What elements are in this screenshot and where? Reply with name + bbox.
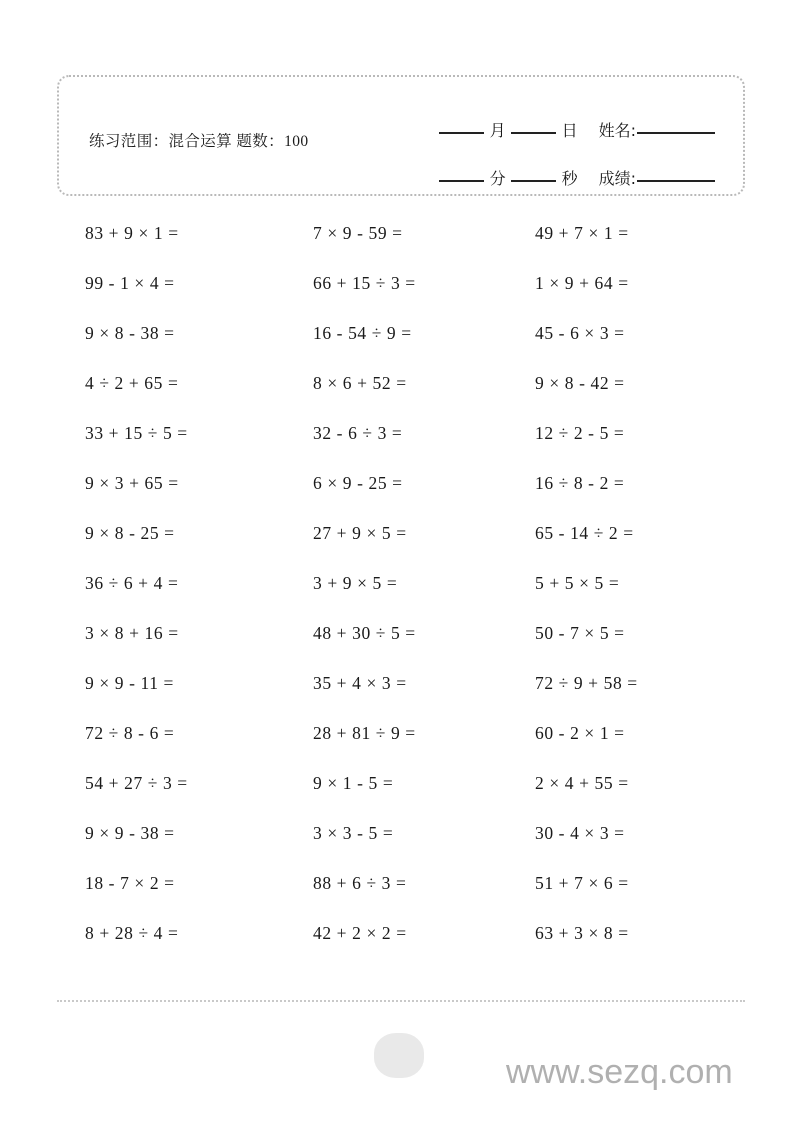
name-label: 姓名: <box>598 121 636 140</box>
footer-divider <box>57 1000 745 1002</box>
problem-cell: 2 × 4 + 55 = <box>535 772 629 793</box>
problem-grid <box>0 208 800 958</box>
problem-cell: 1 × 9 + 64 = <box>535 272 629 293</box>
score-blank[interactable] <box>637 180 715 182</box>
site-watermark: www.sezq.com <box>506 1053 733 1091</box>
problem-row <box>0 558 800 608</box>
problem-cell: 9 × 8 - 38 = <box>85 322 175 343</box>
worksheet-header-box <box>57 75 745 196</box>
problem-cell: 54 + 27 ÷ 3 = <box>85 772 188 793</box>
minute-label: 分 <box>489 169 506 188</box>
problem-row <box>0 858 800 908</box>
problem-cell: 30 - 4 × 3 = <box>535 822 625 843</box>
problem-cell: 99 - 1 × 4 = <box>85 272 175 293</box>
second-label: 秒 <box>561 169 578 188</box>
problem-cell: 49 + 7 × 1 = <box>535 222 629 243</box>
problem-cell: 16 - 54 ÷ 9 = <box>313 322 412 343</box>
header-fields <box>375 97 715 187</box>
problem-cell: 36 ÷ 6 + 4 = <box>85 572 179 593</box>
problem-cell: 35 + 4 × 3 = <box>313 672 407 693</box>
problem-cell: 72 ÷ 8 - 6 = <box>85 722 175 743</box>
problem-cell: 9 × 8 - 25 = <box>85 522 175 543</box>
problem-row <box>0 908 800 958</box>
problem-cell: 65 - 14 ÷ 2 = <box>535 522 634 543</box>
problem-row <box>0 358 800 408</box>
problem-cell: 9 × 8 - 42 = <box>535 372 625 393</box>
problem-cell: 3 × 8 + 16 = <box>85 622 179 643</box>
month-blank[interactable] <box>439 132 484 134</box>
second-blank[interactable] <box>511 180 556 182</box>
problem-cell: 7 × 9 - 59 = <box>313 222 403 243</box>
problem-cell: 18 - 7 × 2 = <box>85 872 175 893</box>
problem-cell: 27 + 9 × 5 = <box>313 522 407 543</box>
problem-cell: 32 - 6 ÷ 3 = <box>313 422 403 443</box>
problem-row <box>0 508 800 558</box>
month-label: 月 <box>489 121 506 140</box>
problem-cell: 9 × 3 + 65 = <box>85 472 179 493</box>
problem-cell: 16 ÷ 8 - 2 = <box>535 472 625 493</box>
problem-cell: 51 + 7 × 6 = <box>535 872 629 893</box>
minute-blank[interactable] <box>439 180 484 182</box>
problem-cell: 60 - 2 × 1 = <box>535 722 625 743</box>
problem-cell: 4 ÷ 2 + 65 = <box>85 372 179 393</box>
footer-logo-blob <box>374 1033 424 1078</box>
problem-cell: 9 × 9 - 11 = <box>85 672 174 693</box>
problem-row <box>0 708 800 758</box>
problem-cell: 50 - 7 × 5 = <box>535 622 625 643</box>
problem-cell: 5 + 5 × 5 = <box>535 572 620 593</box>
date-name-line <box>375 97 715 139</box>
problem-row <box>0 408 800 458</box>
problem-cell: 8 × 6 + 52 = <box>313 372 407 393</box>
day-blank[interactable] <box>511 132 556 134</box>
practice-info-label: 练习范围：混合运算 题数：100 <box>89 133 309 150</box>
problem-row <box>0 308 800 358</box>
problem-cell: 3 × 3 - 5 = <box>313 822 394 843</box>
score-label: 成绩: <box>598 169 636 188</box>
time-score-line <box>375 145 715 187</box>
problem-cell: 9 × 1 - 5 = <box>313 772 394 793</box>
problem-cell: 83 + 9 × 1 = <box>85 222 179 243</box>
problem-cell: 45 - 6 × 3 = <box>535 322 625 343</box>
problem-row <box>0 608 800 658</box>
problem-cell: 6 × 9 - 25 = <box>313 472 403 493</box>
problem-cell: 48 + 30 ÷ 5 = <box>313 622 416 643</box>
problem-row <box>0 258 800 308</box>
problem-cell: 9 × 9 - 38 = <box>85 822 175 843</box>
problem-cell: 28 + 81 ÷ 9 = <box>313 722 416 743</box>
problem-cell: 3 + 9 × 5 = <box>313 572 398 593</box>
day-label: 日 <box>561 121 578 140</box>
problem-cell: 12 ÷ 2 - 5 = <box>535 422 625 443</box>
problem-cell: 72 ÷ 9 + 58 = <box>535 672 638 693</box>
problem-cell: 33 + 15 ÷ 5 = <box>85 422 188 443</box>
problem-row <box>0 458 800 508</box>
problem-row <box>0 808 800 858</box>
problem-row <box>0 658 800 708</box>
problem-cell: 8 + 28 ÷ 4 = <box>85 922 179 943</box>
problem-cell: 42 + 2 × 2 = <box>313 922 407 943</box>
name-blank[interactable] <box>637 132 715 134</box>
problem-cell: 66 + 15 ÷ 3 = <box>313 272 416 293</box>
problem-row <box>0 208 800 258</box>
problem-cell: 88 + 6 ÷ 3 = <box>313 872 407 893</box>
problem-row <box>0 758 800 808</box>
problem-cell: 63 + 3 × 8 = <box>535 922 629 943</box>
